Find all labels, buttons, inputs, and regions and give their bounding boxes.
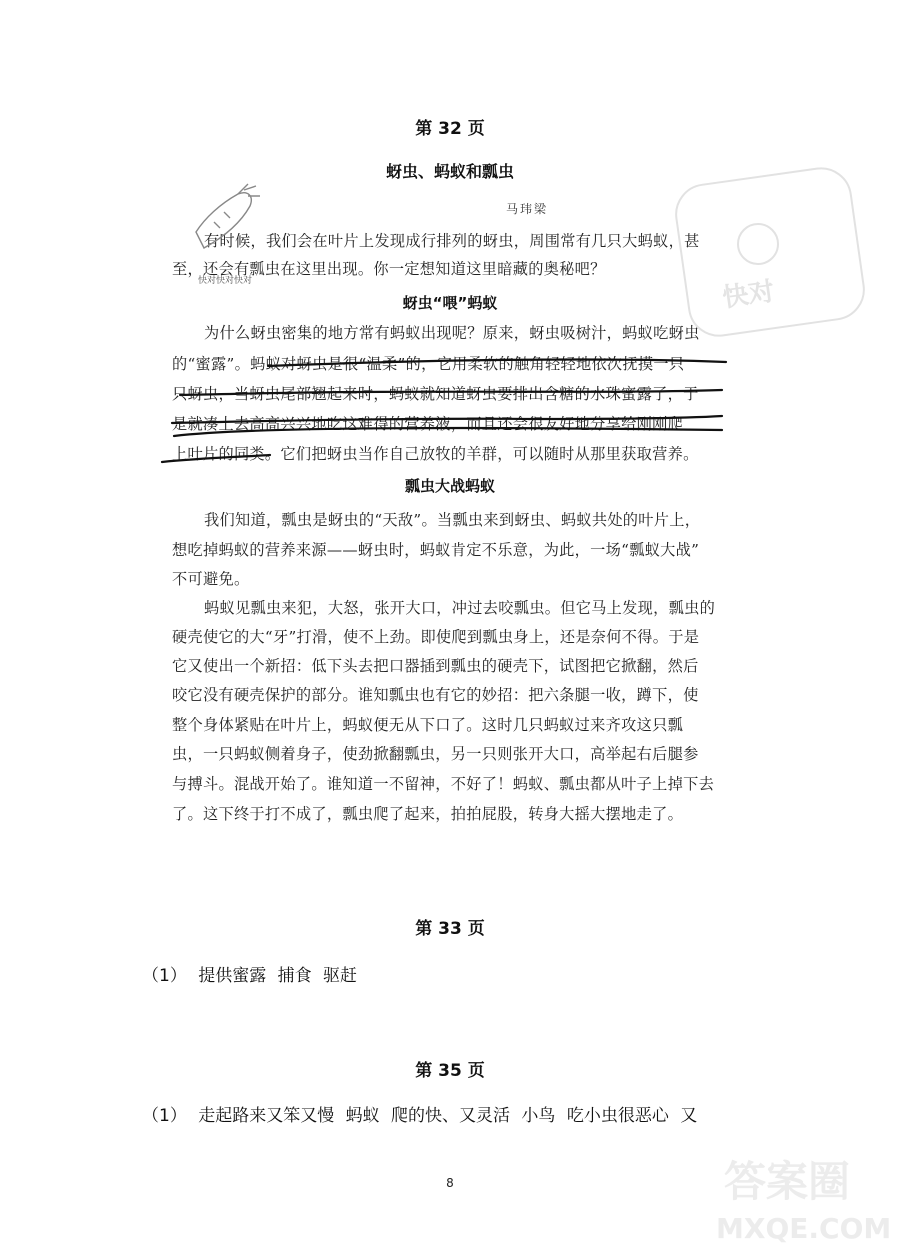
answer-33: （1） 提供蜜露 捕食 驱赶 [142,966,358,986]
stamp-caption: 快对快对快对 [198,276,253,286]
para4-line-1: 蚂蚁见瓢虫来犯，大怒，张开大口，冲过去咬瓢虫。但它马上发现，瓢虫的 [204,599,716,617]
para3-line-3: 不可避免。 [172,570,250,588]
watermark-top-text: 答案圈 [724,1157,851,1206]
para3-line-1: 我们知道，瓢虫是蚜虫的“天敌”。当瓢虫来到蚜虫、蚂蚁共处的叶片上， [204,511,701,529]
page-number: 8 [446,1176,454,1190]
para4-line-4: 咬它没有硬壳保护的部分。谁知瓢虫也有它的妙招：把六条腿一收，蹲下，使 [172,686,699,704]
para4-line-3: 它又使出一个新招：低下头去把口器插到瓢虫的硬壳下，试图把它掀翻，然后 [172,657,699,675]
watermark-stamp-text: 快对 [720,276,777,314]
page-heading-35: 第 35 页 [415,1061,485,1081]
subheading-ladybug-vs-ant: 瓢虫大战蚂蚁 [404,477,495,495]
answer-35: （1） 走起路来又笨又慢 蚂蚁 爬的快、又灵活 小鸟 吃小虫很恶心 又 [142,1106,698,1126]
para2-line-1: 为什么蚜虫密集的地方常有蚂蚁出现呢？原来，蚜虫吸树汁，蚂蚁吃蚜虫 [204,324,700,342]
article-author: 马玮梁 [506,202,549,216]
page-heading-33: 第 33 页 [415,919,485,939]
para4-line-5: 整个身体紧贴在叶片上，蚂蚁便无从下口了。这时几只蚂蚁过来齐攻这只瓢 [172,716,684,734]
para1-line-1: 有时候，我们会在叶片上发现成行排列的蚜虫，周围常有几只大蚂蚁，甚 [204,232,700,250]
para1-line-2: 至，还会有瓢虫在这里出现。你一定想知道这里暗藏的奥秘吧？ [172,260,606,278]
para2-line-2: 的“蜜露”。蚂蚁对蚜虫是很“温柔”的，它用柔软的触角轻轻地依次抚摸一只 [172,355,685,373]
para2-line-4: 是就凑上去高高兴兴地吃这难得的营养液，而且还会很友好地分享给刚刚爬 [172,415,684,433]
subheading-aphid-feed-ant: 蚜虫“喂”蚂蚁 [402,294,498,312]
watermark-bottom-text: MXQE.COM [716,1212,892,1245]
para4-line-6: 虫，一只蚂蚁侧着身子，使劲掀翻瓢虫，另一只则张开大口，高举起右后腿参 [172,745,699,763]
article-title: 蚜虫、蚂蚁和瓢虫 [385,162,514,181]
page-heading-32: 第 32 页 [415,119,485,139]
para2-line-3: 只蚜虫，当蚜虫尾部翘起来时，蚂蚁就知道蚜虫要排出含糖的水珠蜜露了，于 [172,385,699,403]
para4-line-8: 了。这下终于打不成了，瓢虫爬了起来，拍拍屁股，转身大摇大摆地走了。 [172,805,684,823]
para3-line-2: 想吃掉蚂蚁的营养来源——蚜虫时，蚂蚁肯定不乐意，为此，一场“瓢蚁大战” [172,541,700,559]
para4-line-7: 与搏斗。混战开始了。谁知道一不留神，不好了！蚂蚁、瓢虫都从叶子上掉下去 [172,775,715,793]
para2-line-5: 上叶片的同类。它们把蚜虫当作自己放牧的羊群，可以随时从那里获取营养。 [172,445,699,463]
para4-line-2: 硬壳使它的大“牙”打滑，使不上劲。即使爬到瓢虫身上，还是奈何不得。于是 [172,628,700,646]
